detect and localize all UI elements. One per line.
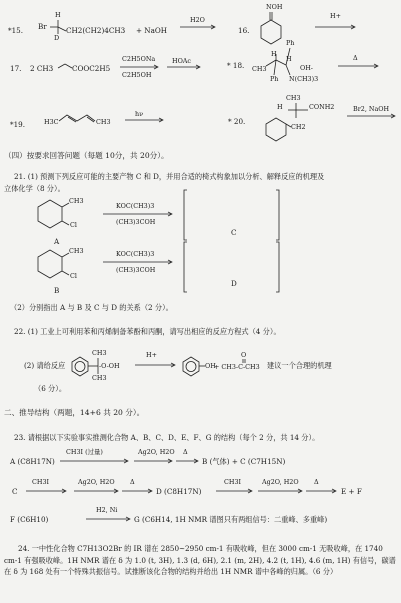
- q21-b-ch3: CH3: [69, 247, 84, 255]
- q22-acetone: + CH3-C-CH3: [214, 363, 260, 371]
- question-15-number: *15.: [8, 26, 24, 35]
- q16-reagent: H+: [330, 12, 341, 20]
- q22-oh: OH: [205, 362, 216, 370]
- question-18-number: * 18.: [227, 61, 245, 70]
- q17-reagent-2: C2H5OH: [122, 71, 152, 79]
- q21-reagent-a-bottom: (CH3)3COH: [116, 218, 156, 226]
- section-4-title: （四）按要求回答问题（每题 10分，共 20分）。: [4, 151, 169, 160]
- q21-line-1: 21. (1) 预测下列反应可能的主要产物 C 和 D，并用合适的椅式构象加以分析、解释反应的机理及: [14, 172, 325, 181]
- question-16-number: 16.: [238, 26, 250, 35]
- q18-ch3: CH3: [252, 65, 267, 73]
- q23-row3-reagent: H2, Ni: [96, 506, 118, 514]
- q23-g: G (C6H14, 1H NMR 谱图只有两组信号：二重峰、多重峰): [134, 515, 328, 524]
- q23-f: F (C6H10): [10, 515, 49, 524]
- q18-ph-1: Ph: [286, 39, 295, 47]
- question-20-number: * 20.: [228, 117, 246, 126]
- section-2-title: 二、推导结构（两题，14+6 共 20 分）。: [4, 408, 145, 417]
- q23-row2-reagent-2: Ag2O, H2O: [78, 478, 115, 486]
- q23-row2-reagent-6: Δ: [314, 478, 319, 486]
- q23-c: C: [12, 487, 18, 496]
- q23-row2-reagent-1: CH3I: [32, 478, 50, 486]
- q18-nme3: N(CH3)3: [289, 75, 319, 83]
- q23-intro: 23. 请根据以下实验事实推测化合物 A、B、C、D、E、F、G 的结构（每个 2 分，共 14 分）。: [14, 433, 320, 442]
- q18-reagent: Δ: [353, 54, 358, 62]
- q21-a-ch3: CH3: [69, 197, 84, 205]
- q21-b-cl: Cl: [70, 272, 77, 280]
- q21-a-cl: Cl: [70, 221, 77, 229]
- q21-b-label: B: [54, 286, 60, 295]
- q22-reagent: H+: [146, 351, 157, 359]
- q20-h: H: [277, 103, 283, 111]
- q22-acetone-o: O: [241, 351, 247, 359]
- q21-reagent-b-bottom: (CH3)3COH: [116, 266, 156, 274]
- q17-ester: COOC2H5: [72, 64, 111, 73]
- q19-ch3: CH3: [96, 118, 111, 126]
- q23-a: A (C8H17N): [10, 457, 55, 466]
- q23-row1-reagent-2: Ag2O, H2O: [138, 448, 175, 456]
- q16-noh: NOH: [266, 3, 283, 11]
- q15-naoh: + NaOH: [136, 26, 168, 35]
- q15-br-label: Br: [38, 22, 47, 31]
- q21-a-label: A: [54, 237, 60, 246]
- q23-row1-reagent-1: CH3I (过量): [66, 448, 103, 456]
- q22-part-2a: (2) 请给反应: [24, 361, 66, 370]
- q22-ch3-top: CH3: [92, 349, 107, 357]
- q23-row1-reagent-3: Δ: [183, 448, 188, 456]
- q20-reagent: Br2, NaOH: [353, 105, 390, 113]
- q20-ch2: CH2: [291, 123, 306, 131]
- q21-part-2: （2）分别指出 A 与 B 及 C 与 D 的关系（2 分）。: [10, 303, 173, 312]
- q21-product-d: D: [231, 279, 237, 288]
- q18-ph-2: Ph: [270, 75, 279, 83]
- q20-ch3: CH3: [286, 94, 301, 102]
- q21-reagent-b-top: KOC(CH3)3: [116, 250, 155, 258]
- q19-h3c: H3C: [44, 118, 59, 126]
- q21-product-c: C: [231, 228, 237, 237]
- q17-reagent-3: HOAc: [172, 57, 192, 65]
- q23-row2-reagent-4: CH3I: [224, 478, 242, 486]
- q21-line-2: 立体化学（8 分）。: [4, 184, 65, 193]
- q22-line-1: 22. (1) 工业上可利用苯和丙烯制备苯酚和丙酮，请写出相应的反应方程式（4 分）。: [14, 327, 281, 336]
- q23-row1-product: B (气体) + C (C7H15N): [202, 457, 286, 466]
- question-17-number: 17.: [10, 64, 22, 73]
- q19-reagent: hν: [135, 110, 144, 118]
- q15-chain: CH2(CH2)4CH3: [66, 26, 126, 35]
- q21-reagent-a-top: KOC(CH3)3: [116, 202, 155, 210]
- question-19-number: *19.: [10, 120, 26, 129]
- q22-part-2b: 建议一个合理的机理: [267, 361, 332, 370]
- q22-oo: -O-OH: [99, 362, 120, 370]
- q15-reagent: H2O: [190, 16, 205, 24]
- q22-ch3-bottom: CH3: [92, 374, 107, 382]
- q15-h-label: H: [55, 11, 61, 19]
- q17-reactant: 2 CH3: [30, 64, 54, 73]
- q24-text: 24. 一中性化合物 C7H13O2Br 的 IR 谱在 2850~2950 cm-1 有吸收峰，但在 3000 cm-1 无吸收峰，在 1740 cm-1 有强吸收峰。1H NMR 谱在 δ 为 1.0 (t, 3H), 1.3 (d, 6H), 2.1 (m, 2H), 4.2 (t, 1H), 4.6 (m, 1H) 有信号，碳谱在 δ 为 168 处有一个特殊共振信号。试推断该化合物的结构并给出 1H NMR 谱中各峰的归属。（6 分）: [4, 544, 396, 577]
- q15-d-label: D: [54, 34, 60, 42]
- q23-d: D (C8H17N): [156, 487, 202, 496]
- q17-reagent-1: C2H5ONa: [122, 55, 156, 63]
- q20-conh2: CONH2: [309, 103, 335, 111]
- q23-row2-product: E + F: [341, 487, 362, 496]
- q18-h-2: H: [286, 55, 292, 63]
- q18-h-1: H: [271, 50, 277, 58]
- q23-row2-reagent-5: Ag2O, H2O: [262, 478, 299, 486]
- q18-oh: OH-: [300, 64, 313, 72]
- q23-row2-reagent-3: Δ: [130, 478, 135, 486]
- q22-points: （6 分）。: [34, 384, 67, 393]
